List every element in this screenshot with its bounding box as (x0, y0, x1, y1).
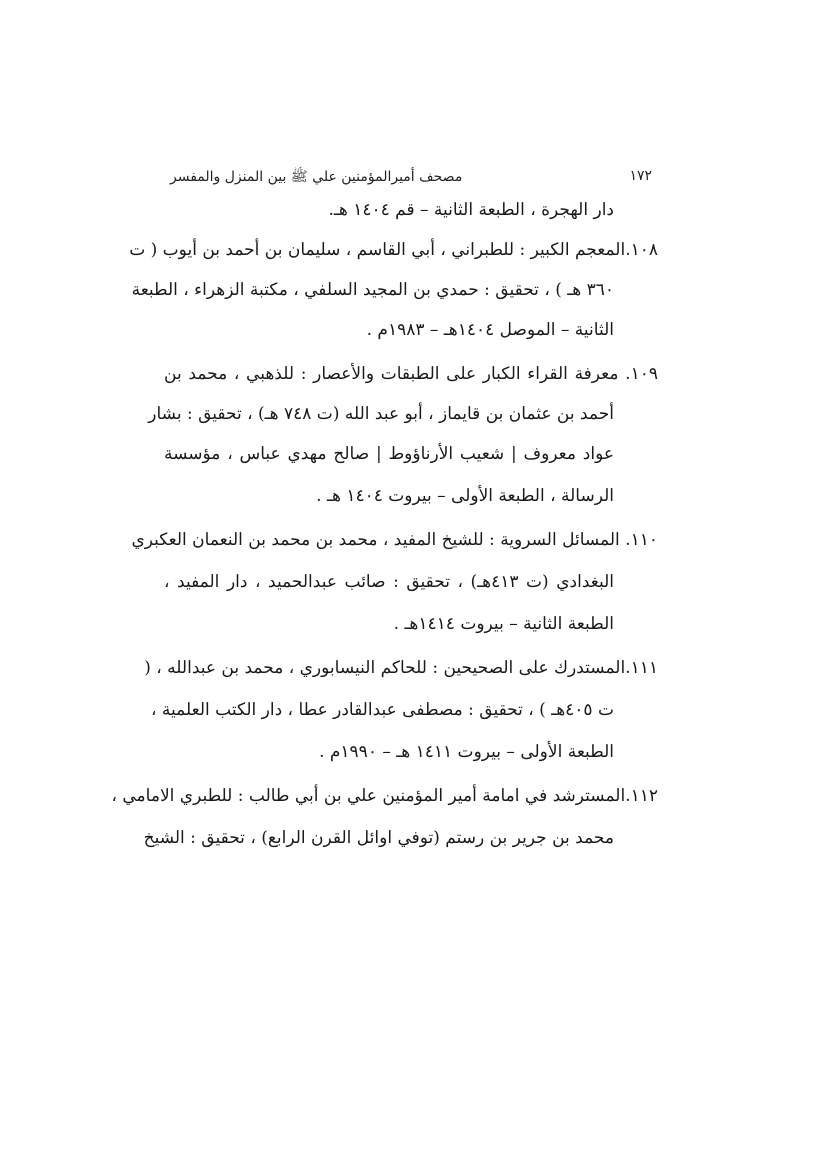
text-line: ١٠٨.المعجم الكبير : للطبراني ، أبي القاسم ، سليمان بن أحمد بن أيوب ( ت (129, 240, 658, 260)
page-number: ١٧٢ (629, 168, 652, 184)
text-line: محمد بن جرير بن رستم (توفي اوائل القرن الرابع) ، تحقيق : الشيخ (143, 828, 614, 848)
text-line: الطبعة الثانية – بيروت ١٤١٤هـ . (393, 614, 614, 634)
text-line: ٣٦٠ هـ ) ، تحقيق : حمدي بن المجيد السلفي ، مكتبة الزهراء ، الطبعة (131, 280, 614, 300)
text-line: ١١٢.المسترشد في امامة أمير المؤمنين علي بن أبي طالب : للطبري الامامي ، (111, 786, 658, 806)
running-header (170, 166, 652, 190)
text-line: البغدادي (ت ٤١٣هـ) ، تحقيق : صائب عبدالحميد ، دار المفيد ، (164, 572, 614, 592)
text-line: عواد معروف | شعيب الأرناؤوط | صالح مهدي عباس ، مؤسسة (164, 444, 614, 464)
book-title: مصحف أميرالمؤمنين علي ﷺ بين المنزل والمفسر (170, 169, 463, 185)
text-line: أحمد بن عثمان بن قايماز ، أبو عبد الله (ت ٧٤٨ هـ) ، تحقيق : بشار (148, 404, 614, 424)
text-line: ١٠٩. معرفة القراء الكبار على الطبقات والأعصار : للذهبي ، محمد بن (164, 364, 658, 384)
text-line: الطبعة الأولى – بيروت ١٤١١ هـ – ١٩٩٠م . (319, 742, 614, 762)
text-line: الثانية – الموصل ١٤٠٤هـ – ١٩٨٣م . (366, 320, 614, 340)
text-line: دار الهجرة ، الطبعة الثانية – قم ١٤٠٤ هـ. (328, 200, 614, 220)
text-line: ١١٠. المسائل السروية : للشيخ المفيد ، محمد بن محمد بن النعمان العكبري (131, 530, 658, 550)
text-line: ١١١.المستدرك على الصحيحين : للحاكم النيسابوري ، محمد بن عبدالله ، ( (144, 658, 658, 678)
text-line: ت ٤٠٥هـ ) ، تحقيق : مصطفى عبدالقادر عطا ، دار الكتب العلمية ، (151, 700, 614, 720)
text-line: الرسالة ، الطبعة الأولى – بيروت ١٤٠٤ هـ . (316, 486, 614, 506)
